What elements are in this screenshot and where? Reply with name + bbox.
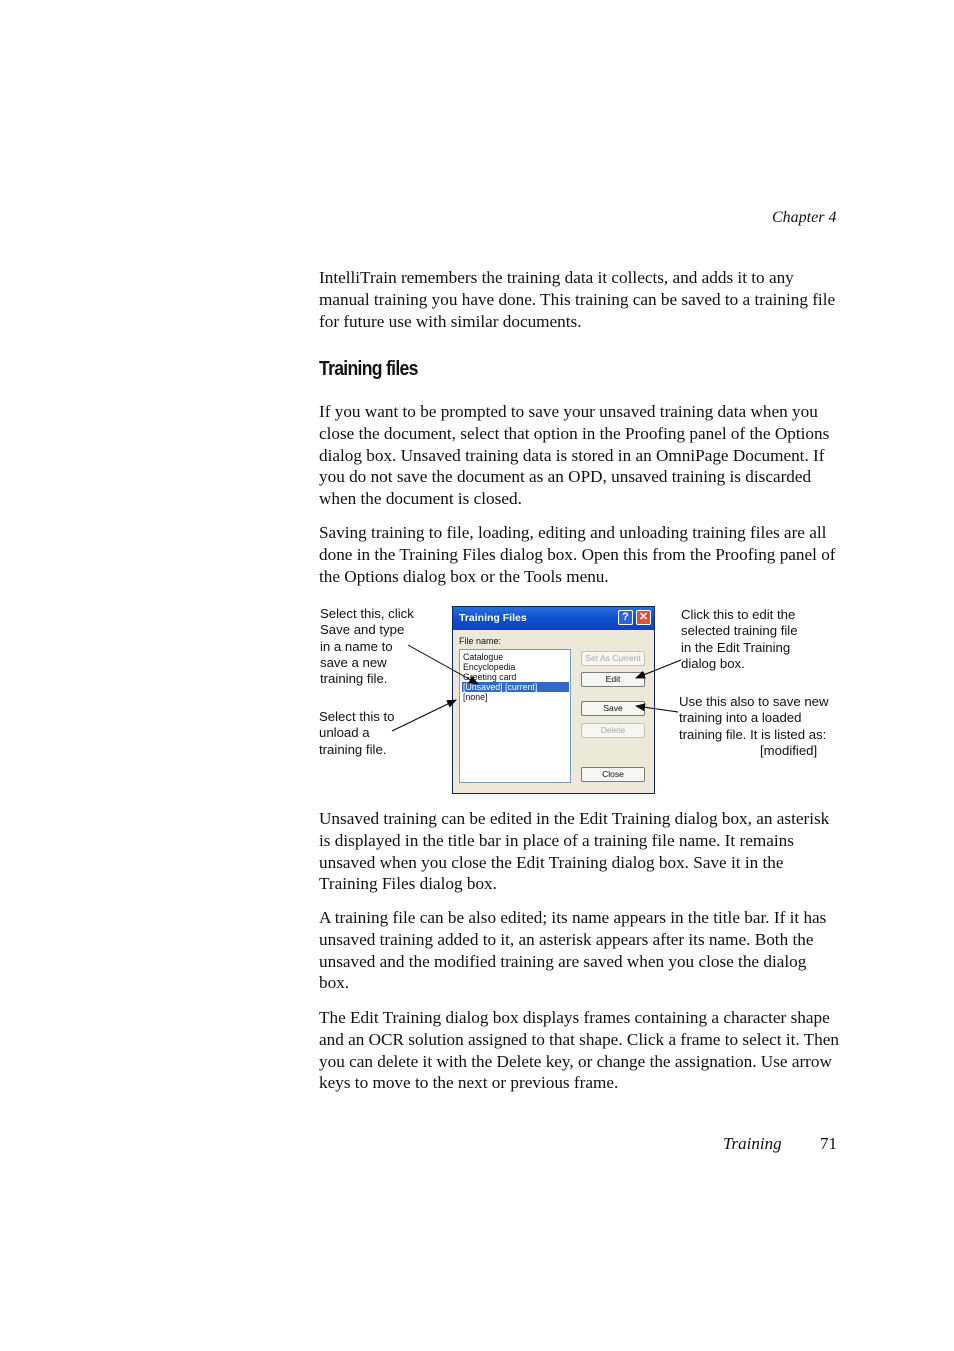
callout-edit: Click this to edit the selected training file in the Edit Training dialog box.: [681, 607, 798, 671]
callout-save-loaded: Use this also to save new training into a loaded training file. It is listed as:: [679, 694, 829, 742]
set-as-current-button[interactable]: Set As Current: [581, 651, 645, 666]
paragraph-file-edited: A training file can be also edited; its name appears in the title bar. If it has unsaved training added to it, an asterisk appears after its name. Both the unsaved and the modified training are saved when you close the dialog box.: [319, 908, 827, 993]
arrow-unload: [392, 700, 456, 731]
callout-save-new: Select this, click Save and type in a name to save a new training file.: [320, 606, 414, 687]
list-item[interactable]: Catalogue: [463, 652, 504, 662]
paragraph-frames: The Edit Training dialog box displays frames containing a character shape and an OCR solution assigned to that shape. Click a frame to select it. Then you can delete it with the Delete key, or change the assignation. Use arrow keys to move to the next or previous frame.: [319, 1008, 839, 1093]
chapter-header: Chapter 4: [772, 209, 837, 226]
save-button[interactable]: Save: [581, 701, 645, 716]
list-item[interactable]: Greeting card: [463, 672, 517, 682]
callout-modified: [modified]: [760, 743, 818, 758]
close-button[interactable]: Close: [581, 767, 645, 782]
delete-button[interactable]: Delete: [581, 723, 645, 738]
file-name-label: File name:: [459, 636, 502, 646]
paragraph-intellitrain: IntelliTrain remembers the training data it collects, and adds it to any manual training you have done. This training can be saved to a training file for future use with similar documents.: [319, 268, 836, 331]
paragraph-prompt-save: If you want to be prompted to save your unsaved training data when you close the document, select that option in the Proofing panel of the Options dialog box. Unsaved training data is stored in an OmniPage Document. If you do not save the document as an OPD, unsaved training is discarded when the document is closed.: [319, 402, 830, 509]
callout-unload: Select this to unload a training file.: [319, 709, 395, 757]
page-number: 71: [820, 1134, 837, 1153]
list-item[interactable]: [none]: [463, 692, 488, 702]
help-icon[interactable]: ?: [618, 610, 633, 625]
paragraph-unsaved-edit: Unsaved training can be edited in the Edit Training dialog box, an asterisk is displayed in the title bar in place of a training file name. It remains unsaved when you close the Edit Training dialog box. Save it in the Training Files dialog box.: [319, 809, 830, 894]
arrow-edit: [636, 660, 681, 678]
arrow-save-new: [408, 645, 478, 684]
list-item-selected[interactable]: [Unsaved] [current]: [462, 682, 569, 692]
section-heading: Training files: [319, 358, 418, 380]
paragraph-saving-training: Saving training to file, loading, editing and unloading training files are all done in the Training Files dialog box. Open this from the Proofing panel of the Options dialog box or the Tools menu.: [319, 523, 836, 586]
dialog-title: Training Files: [459, 612, 527, 624]
list-item[interactable]: Encyclopedia: [463, 662, 516, 672]
edit-button[interactable]: Edit: [581, 672, 645, 687]
arrow-save-loaded: [636, 706, 678, 712]
close-icon[interactable]: ✕: [636, 610, 651, 625]
footer-section: Training: [723, 1134, 782, 1153]
